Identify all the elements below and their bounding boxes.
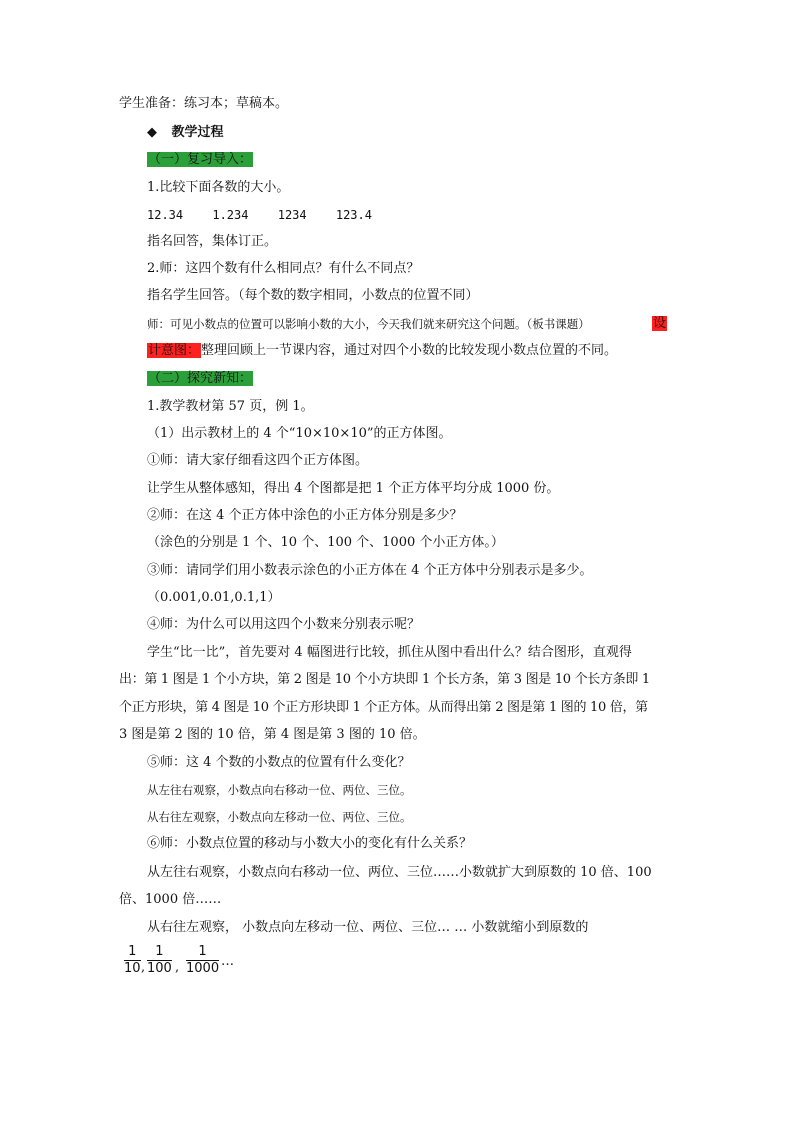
number-item: 1.234 — [212, 208, 249, 222]
text-line: 1.比较下面各数的大小。 — [147, 180, 290, 195]
paragraph-line: 个正方形块，第 4 图是 10 个正方形块即 1 个正方体。从而得出第 2 图是第 1 图的 10 倍，第 — [119, 700, 648, 715]
numbers-row — [147, 206, 372, 224]
fraction-numerator: 1 — [198, 944, 207, 959]
text-line: 让学生从整体感知，得出 4 个图都是把 1 个正方体平均分成 1000 份。 — [147, 481, 560, 496]
fraction-separator: , — [141, 960, 146, 975]
text-line: 指名回答，集体订正。 — [147, 234, 278, 249]
text-line: ④师：为什么可以用这四个小数来分别表示呢？ — [147, 617, 421, 632]
subsection-explore — [147, 370, 253, 388]
text-line: （1）出示教材上的 4 个“10×10×10”的正方体图。 — [147, 426, 452, 441]
design-intent-tag-part2: 计意图： — [148, 343, 201, 358]
number-item: 12.34 — [147, 208, 184, 222]
text-line: 师：可见小数点的位置可以影响小数的大小，今天我们就来研究这个问题。（板书课题） — [147, 317, 590, 331]
text-line: ⑤师：这 4 个数的小数点的位置有什么变化？ — [147, 755, 411, 770]
text-line: ⑥师：小数点位置的移动与小数大小的变化有什么关系？ — [147, 836, 473, 851]
paragraph-line: 出：第 1 图是 1 个小方块，第 2 图是 10 个小方块即 1 个长方条，第 3 图是 10 个长方条即 1 — [119, 672, 650, 687]
fraction-1-1000 — [186, 944, 219, 977]
text-line: 2.师：这四个数有什么相同点？有什么不同点？ — [147, 261, 420, 276]
fraction-1-100 — [147, 944, 172, 977]
text-line: 从左往右观察，小数点向右移动一位、两位、三位。 — [147, 783, 412, 797]
number-item: 1234 — [277, 208, 307, 222]
paragraph-line: 3 图是第 2 图的 10 倍，第 4 图是第 3 图的 10 倍。 — [119, 727, 426, 742]
design-intent-tag-part1: 设 — [653, 316, 667, 331]
fraction-denominator: 100 — [147, 961, 172, 976]
paragraph-line: 从右往左观察， 小数点向左移动一位、两位、三位… … 小数就缩小到原数的 — [147, 920, 589, 935]
paragraph-line: 从左往右观察，小数点向右移动一位、两位、三位……小数就扩大到原数的 10 倍、100 — [147, 865, 652, 880]
paragraph-line: 倍、1000 倍…… — [119, 892, 222, 907]
text-line: （0.001,0.01,0.1,1） — [147, 590, 281, 605]
text-line: 从右往左观察，小数点向左移动一位、两位、三位。 — [147, 810, 412, 824]
paragraph-line: 学生“比一比”，首先要对 4 幅图进行比较，抓住从图中看出什么？结合图形，直观得 — [147, 645, 632, 660]
fraction-1-10 — [124, 944, 141, 977]
text-line: ①师：请大家仔细看这四个正方体图。 — [147, 453, 369, 468]
text-line: （涂色的分别是 1 个、10 个、100 个、1000 个小正方体。） — [147, 535, 504, 550]
section-title: 教学过程 — [171, 125, 224, 140]
design-intent-line — [147, 342, 617, 360]
fraction-ellipsis: … — [221, 954, 234, 969]
subsection-review-label: （一）复习导入： — [148, 152, 253, 167]
text-line: 1.教学教材第 57 页，例 1。 — [147, 399, 314, 414]
section-heading — [147, 124, 224, 142]
fraction-numerator: 1 — [128, 944, 137, 959]
text-line: ③师：请同学们用小数表示涂色的小正方体在 4 个正方体中分别表示是多少。 — [147, 563, 593, 578]
design-intent-tag — [652, 315, 667, 333]
number-item: 123.4 — [335, 208, 372, 222]
text-line: 指名学生回答。（每个数的数字相同，小数点的位置不同） — [147, 288, 479, 303]
fraction-denominator: 10 — [124, 961, 141, 976]
fraction-denominator: 1000 — [186, 961, 220, 976]
fraction-separator: , — [175, 960, 180, 975]
prep-line: 学生准备：练习本；草稿本。 — [119, 96, 289, 111]
subsection-explore-label: （二）探究新知： — [148, 371, 253, 386]
text-line: ②师：在这 4 个正方体中涂色的小正方体分别是多少？ — [147, 508, 463, 523]
diamond-bullet-icon: ◆ — [147, 125, 157, 140]
subsection-review — [147, 151, 253, 169]
fraction-numerator: 1 — [155, 944, 164, 959]
design-intent-text: 整理回顾上一节课内容，通过对四个小数的比较发现小数点位置的不同。 — [201, 343, 618, 358]
